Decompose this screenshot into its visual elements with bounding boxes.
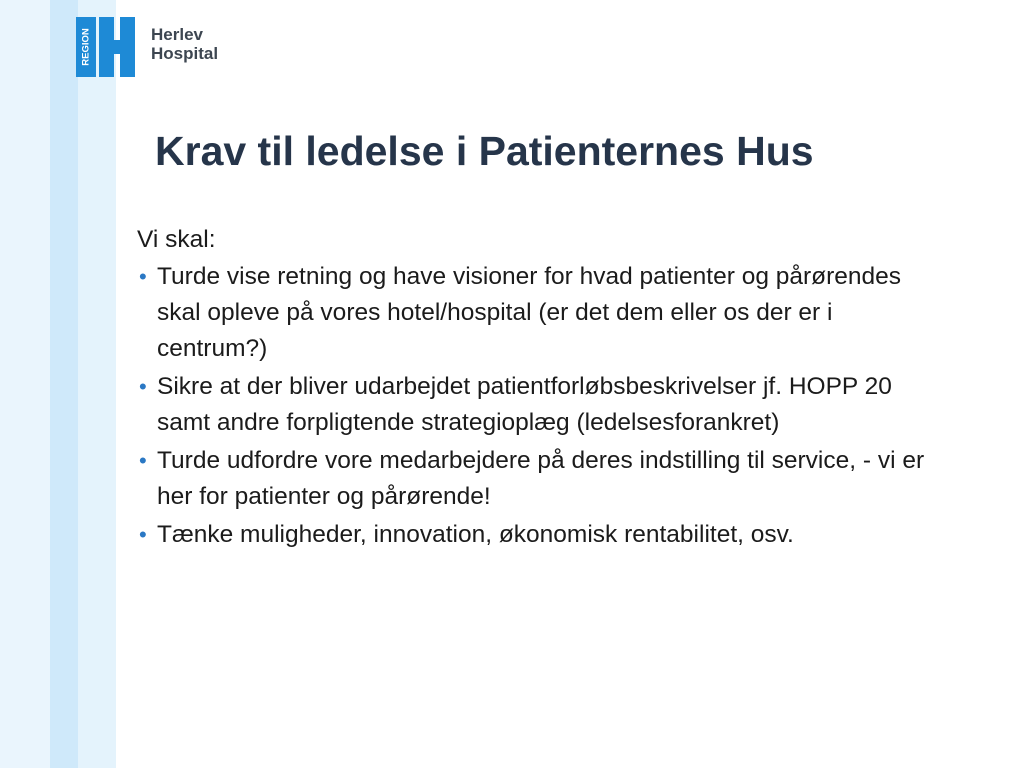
bullet-item	[137, 443, 927, 515]
bullet-text: Turde udfordre vore medarbejdere på deres indstilling til service, - vi er her for patienter og pårørende!	[157, 447, 925, 510]
left-band-light	[0, 0, 50, 768]
bullet-icon: •	[139, 448, 147, 473]
bullet-item	[137, 369, 927, 441]
hospital-name-line2: Hospital	[151, 44, 219, 63]
left-band-pale	[78, 0, 116, 768]
bullet-item	[137, 517, 927, 553]
bullet-icon: •	[139, 374, 147, 399]
bullet-icon: •	[139, 522, 147, 547]
hospital-name	[151, 25, 218, 63]
intro-text: Vi skal:	[137, 226, 216, 253]
region-h-logo-icon	[76, 17, 136, 77]
slide-body	[137, 222, 927, 555]
logo-region-text: REGION	[80, 28, 92, 66]
bullet-list	[137, 259, 927, 553]
bullet-icon: •	[139, 264, 147, 289]
left-band-blue	[50, 0, 78, 768]
hospital-name-line1: Herlev	[151, 25, 203, 44]
bullet-text: Turde vise retning og have visioner for hvad patienter og pårørendes skal opleve på vores hotel/hospital (er det dem eller os der er i centrum?)	[157, 263, 902, 362]
bullet-item	[137, 259, 927, 367]
slide-title: Krav til ledelse i Patienternes Hus	[155, 128, 814, 174]
bullet-text: Sikre at der bliver udarbejdet patientforløbsbeskrivelser jf. HOPP 20 samt andre forpligtende strategioplæg (ledelsesforankret)	[157, 373, 892, 436]
bullet-text: Tænke muligheder, innovation, økonomisk rentabilitet, osv.	[157, 521, 794, 548]
